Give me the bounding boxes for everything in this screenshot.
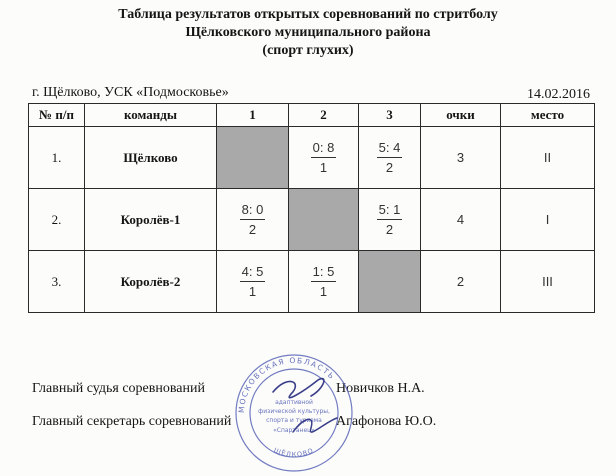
- team-name: Щёлково: [85, 127, 217, 189]
- event-date: 14.02.2016: [527, 87, 590, 102]
- self-match-cell: [217, 127, 289, 189]
- venue: г. Щёлково, УСК «Подмосковье»: [32, 85, 229, 100]
- secretary-title: Главный секретарь соревнований: [32, 414, 232, 429]
- match-score: 5: 4: [377, 139, 403, 158]
- match-score: 8: 0: [240, 201, 266, 220]
- title-line-2: Щёлковского муниципального района: [185, 25, 431, 40]
- judge-title: Главный судья соревнований: [32, 381, 205, 396]
- stamp-line: физической культуры,: [258, 408, 330, 415]
- results-table: [28, 103, 595, 313]
- team-name: Королёв-1: [85, 189, 217, 251]
- table-row: [29, 251, 595, 313]
- col-header-1: 1: [217, 104, 289, 127]
- match-result: [217, 189, 289, 251]
- final-place: III: [501, 251, 595, 313]
- col-header-points: очки: [421, 104, 501, 127]
- col-header-teams: команды: [85, 104, 217, 127]
- svg-text:ЩЁЛКОВО: [273, 446, 316, 459]
- match-points: 2: [385, 160, 394, 175]
- row-number: 3.: [29, 251, 85, 313]
- match-points: 1: [319, 160, 328, 175]
- total-points: 2: [421, 251, 501, 313]
- match-points: 1: [248, 284, 257, 299]
- match-result: [289, 127, 359, 189]
- title-line-1: Таблица результатов открытых соревнований по стритболу: [118, 7, 498, 22]
- match-points: 1: [319, 284, 328, 299]
- stamp-bottom-text: ЩЁЛКОВО: [272, 446, 316, 459]
- team-name: Королёв-2: [85, 251, 217, 313]
- match-result: [359, 189, 421, 251]
- match-result: [359, 127, 421, 189]
- total-points: 3: [421, 127, 501, 189]
- col-header-2: 2: [289, 104, 359, 127]
- self-match-cell: [359, 251, 421, 313]
- match-points: 2: [248, 222, 257, 237]
- table-header-row: [29, 104, 595, 127]
- row-number: 1.: [29, 127, 85, 189]
- match-points: 2: [385, 222, 394, 237]
- match-score: 1: 5: [311, 263, 337, 282]
- document-title: [0, 6, 616, 60]
- table-row: [29, 189, 595, 251]
- col-header-place: место: [501, 104, 595, 127]
- row-number: 2.: [29, 189, 85, 251]
- col-header-number: № п/п: [29, 104, 85, 127]
- stamp-line: адаптивной: [275, 399, 313, 406]
- judge-name: Новичков Н.А.: [336, 381, 425, 396]
- final-place: II: [501, 127, 595, 189]
- col-header-3: 3: [359, 104, 421, 127]
- final-place: I: [501, 189, 595, 251]
- match-score: 4: 5: [240, 263, 266, 282]
- table-row: [29, 127, 595, 189]
- stamp-line: спорта и туризма: [266, 417, 322, 424]
- match-result: [217, 251, 289, 313]
- match-score: 5: 1: [377, 201, 403, 220]
- stamp-outer-text: МОСКОВСКАЯ ОБЛАСТЬ: [236, 355, 337, 414]
- official-stamp: [233, 352, 355, 474]
- match-result: [289, 251, 359, 313]
- secretary-name: Агафонова Ю.О.: [336, 414, 437, 429]
- total-points: 4: [421, 189, 501, 251]
- stamp-line: «Спартанец»: [273, 427, 315, 434]
- title-line-3: (спорт глухих): [262, 43, 354, 58]
- judge-signature: [273, 379, 324, 398]
- match-score: 0: 8: [311, 139, 337, 158]
- self-match-cell: [289, 189, 359, 251]
